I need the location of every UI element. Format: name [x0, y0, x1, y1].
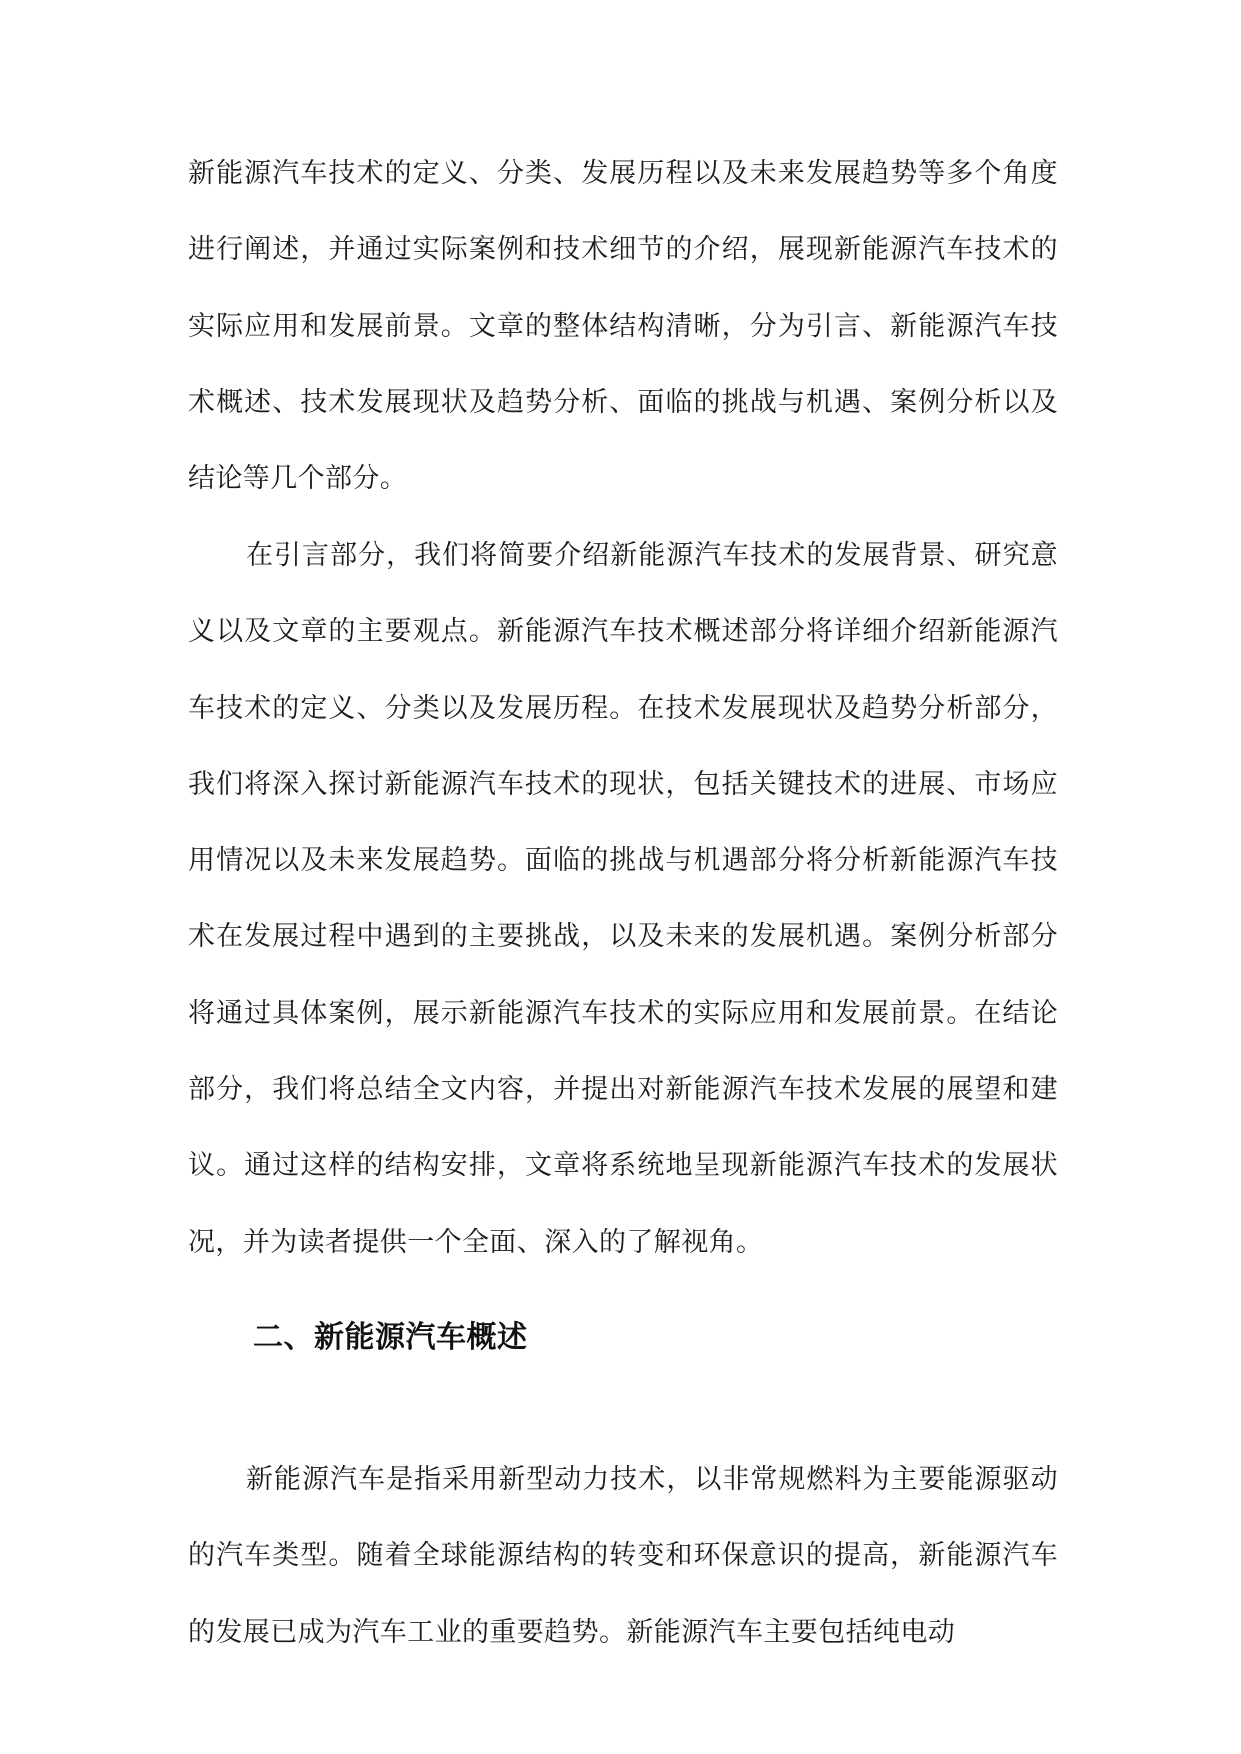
body-paragraph-nev-definition: 新能源汽车是指采用新型动力技术，以非常规燃料为主要能源驱动的汽车类型。随着全球能源结构的转变和环保意识的提高，新能源汽车的发展已成为汽车工业的重要趋势。新能源汽车主要包括纯电动 [188, 1464, 1058, 1648]
section-heading: 二、新能源汽车概述 [253, 1320, 528, 1355]
body-paragraph-intro-continuation: 新能源汽车技术的定义、分类、发展历程以及未来发展趋势等多个角度进行阐述，并通过实际案例和技术细节的介绍，展现新能源汽车技术的实际应用和发展前景。文章的整体结构清晰，分为引言、新能源汽车技术概述、技术发展现状及趋势分析、面临的挑战与机遇、案例分析以及结论等几个部分。 [188, 158, 1058, 495]
body-paragraph-structure-overview: 在引言部分，我们将简要介绍新能源汽车技术的发展背景、研究意义以及文章的主要观点。新能源汽车技术概述部分将详细介绍新能源汽车技术的定义、分类以及发展历程。在技术发展现状及趋势分析部分，我们将深入探讨新能源汽车技术的现状，包括关键技术的进展、市场应用情况以及未来发展趋势。面临的挑战与机遇部分将分析新能源汽车技术在发展过程中遇到的主要挑战，以及未来的发展机遇。案例分析部分将通过具体案例，展示新能源汽车技术的实际应用和发展前景。在结论部分，我们将总结全文内容，并提出对新能源汽车技术发展的展望和建议。通过这样的结构安排，文章将系统地呈现新能源汽车技术的发展状况，并为读者提供一个全面、深入的了解视角。 [188, 540, 1058, 1258]
